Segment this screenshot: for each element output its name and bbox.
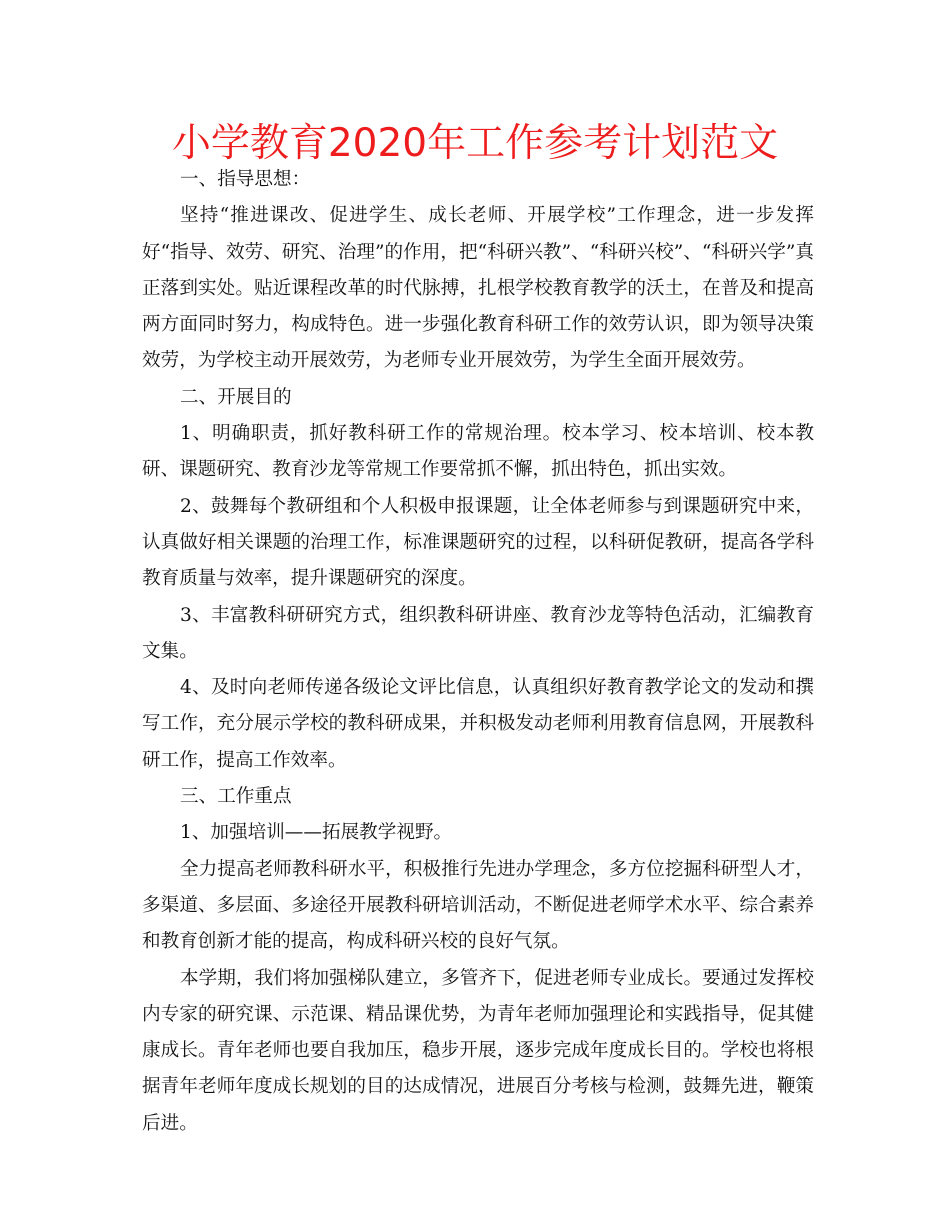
paragraph-goal-1: 1、明确职责，抓好教科研工作的常规治理。校本学习、校本培训、校本教研、课题研究、教育沙龙等常规工作要常抓不懈，抓出特色，抓出实效。 xyxy=(142,423,814,481)
paragraph-training: 全力提高老师教科研水平，积极推行先进办学理念，多方位挖掘科研型人才，多渠道、多层面、多途径开展教科研培训活动，不断促进老师学术水平、综合素养和教育创新才能的提高，构成科研兴校的良好气氛。 xyxy=(142,858,814,953)
document-body xyxy=(142,162,814,1142)
section-heading-goals: 二、开展目的 xyxy=(180,386,292,408)
section-heading-key-work: 三、工作重点 xyxy=(180,786,292,808)
document-title: 小学教育2020年工作参考计划范文 xyxy=(171,121,779,166)
paragraph-goal-4: 4、及时向老师传递各级论文评比信息，认真组织好教育教学论文的发动和撰写工作，充分展示学校的教科研成果，并积极发动老师利用教育信息网，开展教科研工作，提高工作效率。 xyxy=(142,677,814,771)
paragraph-goal-2: 2、鼓舞每个教研组和个人积极申报课题，让全体老师参与到课题研究中来，认真做好相关课题的治理工作，标准课题研究的过程，以科研促教研，提高各学科教育质量与效率，提升课题研究的深度。 xyxy=(142,495,814,590)
subheading-training: 1、加强培训——拓展教学视野。 xyxy=(180,822,453,844)
paragraph-guiding-thought: 坚持“推进课改、促进学生、成长老师、开展学校”工作理念，进一步发挥好“指导、效劳、研究、治理”的作用，把“科研兴教”、“科研兴校”、“科研兴学”真正落到实处。贴近课程改革的时代脉搏，扎根学校教育教学的沃土，在普及和提高两方面同时努力，构成特色。进一步强化教育科研工作的效劳认识，即为领导决策效劳，为学校主动开展效劳，为老师专业开展效劳，为学生全面开展效劳。 xyxy=(142,205,814,372)
paragraph-semester-plan: 本学期，我们将加强梯队建立，多管齐下，促进老师专业成长。要通过发挥校内专家的研究课、示范课、精品课优势，为青年老师加强理论和实践指导，促其健康成长。青年老师也要自我加压，稳步开展，逐步完成年度成长目的。学校也将根据青年老师年度成长规划的目的达成情况，进展百分考核与检测，鼓舞先进，鞭策后进。 xyxy=(142,967,814,1134)
section-heading-guiding-thought: 一、指导思想： xyxy=(180,169,311,190)
paragraph-goal-3: 3、丰富教科研研究方式，组织教科研讲座、教育沙龙等特色活动，汇编教育文集。 xyxy=(142,604,814,662)
